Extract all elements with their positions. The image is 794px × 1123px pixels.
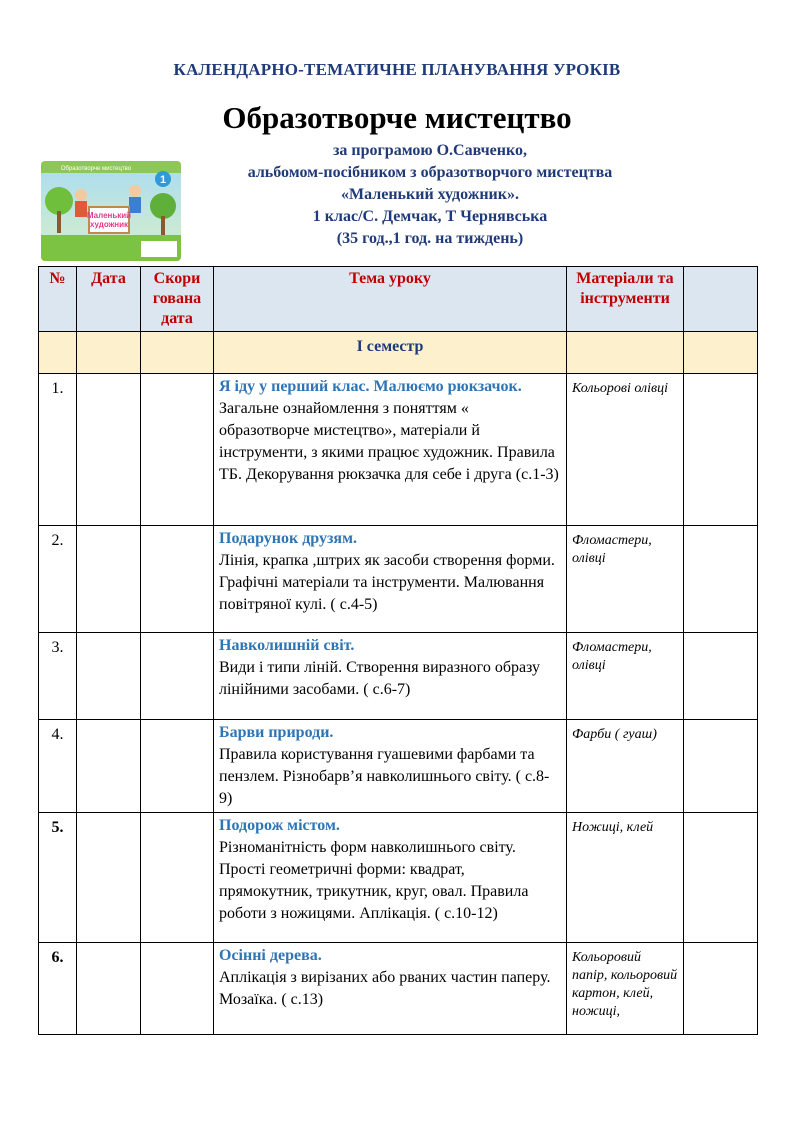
table-row [39, 813, 758, 943]
table-row [39, 720, 758, 813]
topic-title: Осінні дерева. [219, 947, 322, 964]
col-header-number: № [39, 267, 77, 332]
program-line: «Маленький художник». [341, 186, 519, 203]
topic-description: Різноманітність форм навколишнього світу. Прості геометричні форми: квадрат, прямокутник, трикутник, круг, овал. Правила роботи з ножицями. Аплікація. ( с.10-12) [219, 839, 529, 922]
lesson-number: 2. [39, 526, 77, 633]
date-cell [77, 720, 141, 813]
lesson-materials: Фарби ( гуаш) [567, 720, 684, 813]
topic-description: Загальне ознайомлення з поняттям « образотворче мистецтво», матеріали й інструменти, з якими працює художник. Правила ТБ. Декорування рюкзачка для себе і друга (с.1-3) [219, 400, 559, 483]
cover-grade: 1 [159, 174, 167, 186]
program-line: (35 год.,1 год. на тиждень) [336, 230, 524, 247]
cover-title-line: Маленький [86, 211, 132, 220]
extra-cell [684, 943, 758, 1035]
extra-cell [684, 720, 758, 813]
adjusted-date-cell [141, 374, 214, 526]
table-row [39, 943, 758, 1035]
topic-title: Барви природи. [219, 724, 334, 741]
lesson-plan-table [38, 266, 758, 1035]
extra-cell [684, 526, 758, 633]
topic-title: Подорож містом. [219, 817, 340, 834]
table-cell [684, 332, 758, 374]
adjusted-date-cell [141, 943, 214, 1035]
semester-row [39, 332, 758, 374]
date-cell [77, 633, 141, 720]
lesson-materials: Фломастери, олівці [567, 633, 684, 720]
table-header-row [39, 267, 758, 332]
program-info [150, 140, 710, 250]
extra-cell [684, 813, 758, 943]
col-header-topic: Тема уроку [214, 267, 567, 332]
adjusted-date-cell [141, 526, 214, 633]
program-line: 1 клас/С. Демчак, Т Чернявська [312, 208, 548, 225]
date-cell [77, 813, 141, 943]
topic-description: Аплікація з вирізаних або рваних частин паперу. Мозаїка. ( с.13) [219, 969, 551, 1008]
lesson-topic [214, 943, 567, 1035]
table-row [39, 374, 758, 526]
cover-title-line: художник [89, 220, 129, 229]
lesson-materials: Кольоровий папір, кольоровий картон, клей, ножиці, [567, 943, 684, 1035]
book-cover-image [41, 161, 181, 261]
lesson-materials: Фломастери, олівці [567, 526, 684, 633]
table-cell [77, 332, 141, 374]
col-header-extra [684, 267, 758, 332]
adjusted-date-cell [141, 720, 214, 813]
semester-label: І семестр [214, 332, 567, 374]
table-cell [39, 332, 77, 374]
lesson-number: 6. [39, 943, 77, 1035]
lesson-materials: Кольорові олівці [567, 374, 684, 526]
adjusted-date-cell [141, 633, 214, 720]
topic-title: Я іду у перший клас. Малюємо рюкзачок. [219, 378, 522, 395]
plan-title: КАЛЕНДАРНО-ТЕМАТИЧНЕ ПЛАНУВАННЯ УРОКІВ [173, 60, 621, 79]
lesson-number: 3. [39, 633, 77, 720]
topic-description: Види і типи ліній. Створення виразного образу лінійними засобами. ( с.6-7) [219, 659, 541, 698]
topic-description: Лінія, крапка ,штрих як засоби створення форми. Графічні матеріали та інструменти. Малювання повітряної кулі. ( с.4-5) [219, 552, 555, 613]
topic-title: Навколишній світ. [219, 637, 355, 654]
lesson-topic [214, 374, 567, 526]
table-cell [567, 332, 684, 374]
extra-cell [684, 374, 758, 526]
lesson-number: 5. [39, 813, 77, 943]
cover-top-text: Образотворче мистецтво [60, 166, 132, 172]
lesson-topic [214, 720, 567, 813]
date-cell [77, 943, 141, 1035]
topic-title: Подарунок друзям. [219, 530, 357, 547]
adjusted-date-cell [141, 813, 214, 943]
lesson-topic [214, 526, 567, 633]
program-line: за програмою О.Савченко, [332, 142, 527, 159]
subject-title: Образотворче мистецтво [222, 100, 572, 135]
extra-cell [684, 633, 758, 720]
date-cell [77, 374, 141, 526]
lesson-topic [214, 633, 567, 720]
lesson-materials: Ножиці, клей [567, 813, 684, 943]
table-row [39, 633, 758, 720]
col-header-adjusted-date: Скори гована дата [141, 267, 214, 332]
lesson-number: 1. [39, 374, 77, 526]
topic-description: Правила користування гуашевими фарбами та пензлем. Різнобарв’я навколишнього світу. ( с.8-9) [219, 746, 550, 807]
col-header-materials: Матеріали та інструменти [567, 267, 684, 332]
table-row [39, 526, 758, 633]
date-cell [77, 526, 141, 633]
table-cell [141, 332, 214, 374]
program-line: альбомом-посібником з образотворчого мистецтва [247, 164, 613, 181]
col-header-date: Дата [77, 267, 141, 332]
lesson-number: 4. [39, 720, 77, 813]
lesson-topic [214, 813, 567, 943]
